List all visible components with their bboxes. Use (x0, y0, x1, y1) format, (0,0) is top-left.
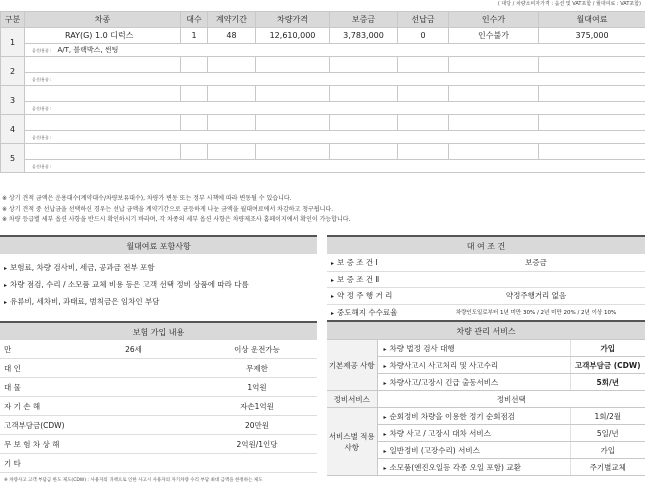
cell-qty: 1 (181, 28, 208, 44)
cell-price (256, 86, 330, 102)
service-text: 차량사고시 사고처리 및 사고수리 (389, 360, 499, 370)
insurance-rows (0, 340, 317, 473)
bullet-triangle-icon: ▸ (383, 345, 387, 353)
cell-deposit (330, 86, 398, 102)
management-title: 차량 관리 서비스 (327, 320, 645, 339)
cell-deposit (330, 57, 398, 73)
options-cell (25, 131, 645, 144)
service-text: 순회정비 차량을 이용한 정기 순회점검 (389, 411, 515, 421)
cell-monthly (539, 86, 645, 102)
table-row (1, 115, 645, 131)
cell-prepay: 0 (398, 28, 449, 44)
service-category: 기본제공 사항 (327, 340, 377, 391)
insurance-value-2: 2억원/1인당 (236, 439, 278, 449)
service-value: 1회/2월 (570, 408, 645, 425)
table-row (1, 28, 645, 44)
cell-price (256, 57, 330, 73)
insurance-key: 무 보 험 차 상 해 (4, 439, 60, 449)
header-cell: 구분 (1, 12, 25, 28)
service-category: 서비스별 적용사항 (327, 408, 377, 476)
insurance-section (0, 321, 317, 484)
included-item-text: 유류비, 세차비, 과태료, 범칙금은 임차인 부담 (10, 297, 160, 306)
insurance-key: 대 인 (4, 363, 21, 373)
insurance-footnote: ※ 차량사고 고객 부담금 한도 제도(CDW) : 사용자의 귀책으로 인한 사고시 사용자의 자기차량 수리 부담 최대 금액을 한정하는 제도 (4, 478, 263, 483)
header-cell: 인수가 (449, 12, 539, 28)
table-header-row (1, 12, 645, 28)
cell-model (25, 115, 181, 131)
cell-prepay (398, 86, 449, 102)
rental-row (327, 305, 645, 322)
service-name (377, 442, 570, 459)
options-row (1, 131, 645, 144)
header-cell: 보증금 (330, 12, 398, 28)
rental-key: 약 정 주 행 거 리 (337, 291, 393, 301)
rental-value: 약정주행거리 없음 (505, 291, 567, 301)
insurance-value-2: 1억원 (247, 382, 267, 392)
service-category: 정비서비스 (327, 391, 377, 408)
insurance-row (0, 359, 317, 378)
service-name (377, 459, 570, 476)
options-row (1, 160, 645, 173)
rental-key: 보 증 조 건 Ⅰ (337, 258, 378, 268)
cell-buyout (449, 115, 539, 131)
insurance-value-2: 20만원 (244, 420, 270, 430)
bullet-triangle-icon: ▸ (383, 362, 387, 370)
cell-term (208, 57, 256, 73)
unit-note: ( 대당 / 차량소비자가격 : 옵션 및 VAT포함 / 월대여료 : VAT포함) (497, 1, 641, 7)
row-index: 1 (1, 28, 25, 57)
insurance-key: 대 물 (4, 382, 21, 392)
insurance-value: 26세 (125, 344, 142, 354)
cell-buyout: 인수불가 (449, 28, 539, 44)
rental-title: 대 여 조 건 (327, 235, 645, 254)
service-text: 차량사고/고장시 긴급 출동서비스 (389, 377, 499, 387)
options-label: 옵션/용품 : (32, 164, 52, 169)
options-cell (25, 44, 645, 57)
insurance-row (0, 454, 317, 473)
bullet-triangle-icon: ▸ (383, 379, 387, 387)
vehicle-management-section (327, 320, 645, 476)
rental-row (327, 288, 645, 305)
cell-monthly (539, 57, 645, 73)
service-name (377, 374, 570, 391)
cell-model (25, 57, 181, 73)
service-text: 차량 법정 검사 대행 (389, 343, 455, 353)
cell-monthly (539, 115, 645, 131)
header-cell: 월대여료 (539, 12, 645, 28)
row-index: 5 (1, 144, 25, 173)
included-section (0, 235, 317, 326)
options-cell (25, 160, 645, 173)
cell-buyout (449, 57, 539, 73)
table-row (1, 57, 645, 73)
bullet-triangle-icon: ▸ (383, 413, 387, 421)
list-item (4, 294, 313, 311)
cell-model: RAY(G) 1.0 디럭스 (25, 28, 181, 44)
insurance-key: 만 (4, 344, 12, 354)
header-cell: 차량가격 (256, 12, 330, 28)
cell-buyout (449, 86, 539, 102)
bullet-triangle-icon: ▸ (331, 276, 335, 284)
cell-deposit: 3,783,000 (330, 28, 398, 44)
insurance-value-2: 무제한 (246, 363, 268, 373)
options-row (1, 44, 645, 57)
service-value: 주기별교체 (570, 459, 645, 476)
row-index: 2 (1, 57, 25, 86)
maintenance-value: 정비선택 (377, 391, 645, 408)
cell-term (208, 144, 256, 160)
insurance-row (0, 416, 317, 435)
cell-deposit (330, 115, 398, 131)
rental-value: 보증금 (525, 258, 547, 268)
service-row (327, 340, 645, 357)
options-row (1, 102, 645, 115)
cell-monthly: 375,000 (539, 28, 645, 44)
included-title: 월대여료 포함사항 (0, 235, 317, 254)
list-item (4, 277, 313, 294)
bullet-triangle-icon: ▸ (331, 293, 335, 301)
options-label: 옵션/용품 : (32, 106, 52, 111)
service-text: 소모품(엔진오일등 각종 오일 포함) 교환 (389, 462, 521, 472)
row-index: 4 (1, 115, 25, 144)
bullet-triangle-icon: ▸ (331, 260, 335, 268)
cell-qty (181, 57, 208, 73)
insurance-row (0, 340, 317, 359)
table-row (1, 86, 645, 102)
insurance-key: 기 타 (4, 458, 21, 468)
options-value: A/T, 블랙박스, 썬팅 (57, 46, 119, 54)
service-row (327, 408, 645, 425)
cell-buyout (449, 144, 539, 160)
bullet-triangle-icon: ▸ (331, 309, 335, 317)
management-table (327, 339, 645, 476)
service-name (377, 357, 570, 374)
note-line: ※ 상기 견적 금액은 운용대수(계약대수/차량보유대수), 차량가 변동 또는 정부 시책에 따라 변동될 수 있습니다. (2, 195, 292, 202)
options-label: 옵션/용품 : (32, 77, 52, 82)
row-index: 3 (1, 86, 25, 115)
rental-conditions-section (327, 235, 645, 322)
insurance-row (0, 397, 317, 416)
cell-qty (181, 115, 208, 131)
cell-term (208, 86, 256, 102)
quote-notes (2, 194, 642, 226)
service-text: 일반정비 (고장수리) 서비스 (389, 445, 480, 455)
cell-qty (181, 144, 208, 160)
cell-model (25, 144, 181, 160)
service-value: 5회/년 (570, 374, 645, 391)
service-text: 차량 사고 / 고장시 대차 서비스 (389, 428, 491, 438)
included-list (0, 254, 317, 326)
note-line: ※ 상기 견적 중 선납금을 선택하신 경우는 선납 금액을 계약기간으로 균등하게 나눈 금액을 월대여료에서 차감하고 청구됩니다. (2, 205, 334, 213)
cell-price: 12,610,000 (256, 28, 330, 44)
rental-rows (327, 254, 645, 322)
options-row (1, 73, 645, 86)
maintenance-row (327, 391, 645, 408)
header-cell: 차종 (25, 12, 181, 28)
vehicle-quote-table (0, 11, 645, 173)
cell-monthly (539, 144, 645, 160)
service-value: 가입 (570, 340, 645, 357)
insurance-row (0, 378, 317, 397)
cell-deposit (330, 144, 398, 160)
insurance-key: 고객부담금(CDW) (4, 420, 65, 430)
service-name (377, 425, 570, 442)
service-name (377, 408, 570, 425)
service-name (377, 340, 570, 357)
table-row (1, 144, 645, 160)
insurance-value-2: 이상 운전가능 (234, 344, 280, 354)
insurance-title: 보험 가입 내용 (0, 321, 317, 340)
list-item (4, 260, 313, 277)
options-cell (25, 102, 645, 115)
options-cell (25, 73, 645, 86)
header-cell: 계약기간 (208, 12, 256, 28)
note-line: ※ 차량 등급별 세부 옵션 사항을 반드시 확인하시기 바라며, 각 차종의 세부 옵션 사항은 차량제조사 홈페이지에서 확인이 가능합니다. (2, 216, 351, 223)
insurance-row (0, 435, 317, 454)
rental-key: 중도해지 수수료율 (337, 307, 398, 317)
bullet-triangle-icon: ▸ (4, 282, 8, 289)
bullet-triangle-icon: ▸ (383, 430, 387, 438)
header-cell: 선납금 (398, 12, 449, 28)
service-value: 5일/년 (570, 425, 645, 442)
insurance-value-2: 자손1억원 (240, 401, 274, 411)
rental-value: 차량인도일로부터 1년 미만 30% / 2년 미만 20% / 2년 이상 10% (455, 310, 617, 317)
cell-model (25, 86, 181, 102)
bullet-triangle-icon: ▸ (383, 464, 387, 472)
options-label: 옵션/용품 : (32, 48, 52, 53)
cell-qty (181, 86, 208, 102)
included-item-text: 보험료, 차량 검사비, 세금, 공과금 전부 포함 (10, 263, 155, 272)
cell-prepay (398, 144, 449, 160)
rental-key: 보 증 조 건 Ⅱ (337, 274, 380, 284)
included-item-text: 차량 점검, 수리 / 소모품 교체 비용 등은 고객 선택 정비 상품에 따라 다름 (10, 280, 249, 289)
cell-prepay (398, 115, 449, 131)
rental-row (327, 255, 645, 272)
bullet-triangle-icon: ▸ (4, 265, 8, 272)
rental-row (327, 272, 645, 289)
insurance-key: 자 기 손 해 (4, 401, 41, 411)
header-cell: 대수 (181, 12, 208, 28)
bullet-triangle-icon: ▸ (4, 299, 8, 306)
bullet-triangle-icon: ▸ (383, 447, 387, 455)
cell-price (256, 144, 330, 160)
service-value: 가입 (570, 442, 645, 459)
cell-prepay (398, 57, 449, 73)
options-label: 옵션/용품 : (32, 135, 52, 140)
cell-term (208, 115, 256, 131)
service-value: 고객부담금 (CDW) (570, 357, 645, 374)
cell-price (256, 115, 330, 131)
cell-term: 48 (208, 28, 256, 44)
